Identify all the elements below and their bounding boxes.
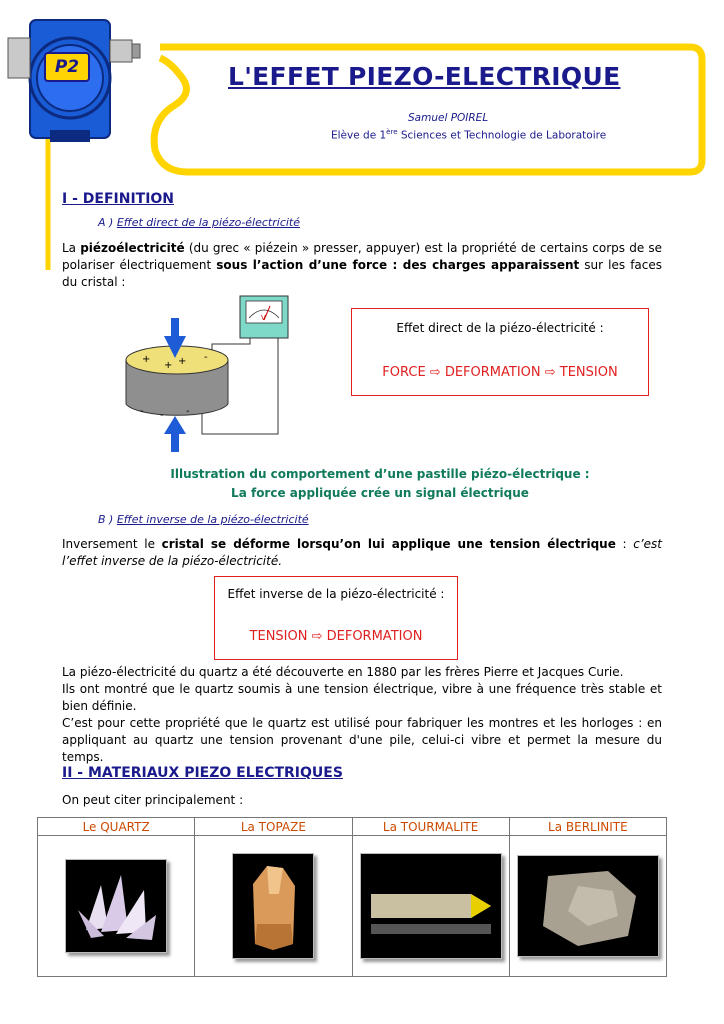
illustration-caption-line2: La force appliquée crée un signal électrique	[231, 486, 529, 500]
material-header-topaze: La TOPAZE	[195, 818, 352, 836]
material-header-tourmalite: La TOURMALITE	[352, 818, 509, 836]
voltmeter-icon	[240, 296, 288, 338]
section-heading-definition: I - DEFINITION	[62, 191, 175, 207]
curie-paragraph: La piézo-électricité du quartz a été découverte en 1880 par les frères Pierre et Jacques Curie. Ils ont montré que le quartz soumis à une tension électrique, vibre à une fréquence très stable et bien définie. C’est pour cette propriété que le quartz est utilisé pour fabriquer les montres et les horloges : en appliquant au quartz une tension provenant d'une pile, celui-ci vibre et permet la mesure du temps.	[62, 665, 662, 764]
svg-text:-: -	[204, 352, 208, 363]
materials-table	[37, 817, 667, 977]
svg-text:+: +	[164, 360, 173, 371]
inverse-effect-label: Effet inverse de la piézo-électricité :	[227, 587, 445, 601]
svg-text:+: +	[178, 356, 187, 367]
svg-text:V: V	[261, 314, 266, 322]
definition-paragraph: La piézoélectricité (du grec « piézein » presser, appuyer) est la propriété de certains corps de se polariser électriquement sous l’action d’une force : des charges apparaissent sur les faces du cristal :	[62, 241, 662, 289]
author-name: Samuel POIREL	[408, 112, 489, 124]
quartz-photo	[65, 859, 167, 953]
material-header-quartz: Le QUARTZ	[38, 818, 195, 836]
direct-effect-label: Effet direct de la piézo-électricité :	[396, 321, 604, 335]
piezo-disc-illustration	[120, 292, 310, 452]
inverse-paragraph: Inversement le cristal se déforme lorsqu’on lui applique une tension électrique : c’est l’effet inverse de la piézo-électricité.	[62, 537, 662, 568]
page-title: L'EFFET PIEZO-ELECTRIQUE	[228, 62, 621, 91]
svg-text:+: +	[142, 354, 151, 365]
svg-text:-: -	[160, 410, 164, 421]
page-badge: P2	[44, 52, 90, 82]
force-arrow-bottom-icon	[164, 416, 186, 452]
section-heading-materials: II - MATERIAUX PIEZO ELECTRIQUES	[62, 765, 343, 781]
svg-text:-: -	[140, 406, 144, 417]
topaze-photo	[232, 853, 314, 959]
illustration-caption-line1: Illustration du comportement d’une pastille piézo-électrique :	[170, 467, 590, 481]
inverse-effect-equation: TENSION ⇨ DEFORMATION	[249, 629, 423, 644]
direct-effect-equation: FORCE ⇨ DEFORMATION ⇨ TENSION	[382, 365, 618, 380]
svg-text:-: -	[186, 406, 190, 417]
subheading-direct-effect: A ) Effet direct de la piézo-électricité	[98, 216, 300, 229]
subheading-inverse-effect: B ) Effet inverse de la piézo-électricité	[98, 513, 309, 526]
material-header-berlinite: La BERLINITE	[509, 818, 666, 836]
materials-intro: On peut citer principalement :	[62, 793, 244, 807]
tourmalite-photo	[360, 853, 502, 959]
berlinite-photo	[517, 855, 659, 957]
inverse-effect-box	[214, 576, 458, 660]
direct-effect-box	[351, 308, 649, 396]
author-subtitle: Elève de 1ère Sciences et Technologie de Laboratoire	[331, 128, 607, 142]
